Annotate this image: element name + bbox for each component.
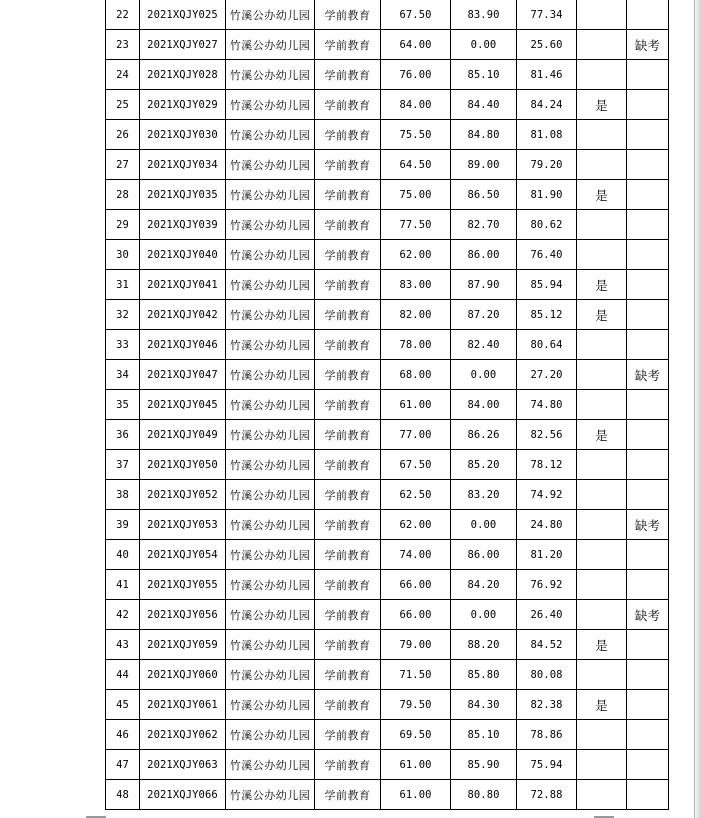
cell-written-score: 68.00 [381, 360, 451, 390]
cell-exam-id: 2021XQJY053 [140, 510, 226, 540]
cell-no: 35 [106, 390, 140, 420]
cell-total-score: 72.88 [517, 780, 577, 810]
cell-exam-id: 2021XQJY035 [140, 180, 226, 210]
cell-subject: 学前教育 [315, 570, 381, 600]
cell-interview-score: 85.90 [451, 750, 517, 780]
cell-written-score: 83.00 [381, 270, 451, 300]
cell-selected [577, 330, 627, 360]
cell-subject: 学前教育 [315, 300, 381, 330]
cell-total-score: 80.62 [517, 210, 577, 240]
table-row [106, 330, 669, 360]
cell-selected: 是 [577, 690, 627, 720]
cell-exam-id: 2021XQJY039 [140, 210, 226, 240]
cell-school: 竹溪公办幼儿园 [226, 510, 315, 540]
table-row [106, 210, 669, 240]
cell-selected [577, 390, 627, 420]
cell-exam-id: 2021XQJY052 [140, 480, 226, 510]
cell-interview-score: 87.20 [451, 300, 517, 330]
cell-exam-id: 2021XQJY060 [140, 660, 226, 690]
cell-no: 44 [106, 660, 140, 690]
cell-remark: 缺考 [627, 510, 669, 540]
cell-school: 竹溪公办幼儿园 [226, 630, 315, 660]
cell-subject: 学前教育 [315, 630, 381, 660]
cell-selected [577, 360, 627, 390]
cell-selected [577, 570, 627, 600]
cell-written-score: 79.50 [381, 690, 451, 720]
cell-interview-score: 85.20 [451, 450, 517, 480]
cell-no: 24 [106, 60, 140, 90]
cell-remark [627, 240, 669, 270]
table-row [106, 300, 669, 330]
cell-remark [627, 690, 669, 720]
cell-school: 竹溪公办幼儿园 [226, 480, 315, 510]
cell-no: 43 [106, 630, 140, 660]
cell-selected [577, 240, 627, 270]
cell-remark [627, 210, 669, 240]
cell-selected [577, 150, 627, 180]
cell-selected: 是 [577, 270, 627, 300]
cell-exam-id: 2021XQJY066 [140, 780, 226, 810]
cell-subject: 学前教育 [315, 210, 381, 240]
cell-interview-score: 86.26 [451, 420, 517, 450]
table-row [106, 510, 669, 540]
cell-remark [627, 270, 669, 300]
cell-subject: 学前教育 [315, 120, 381, 150]
cell-subject: 学前教育 [315, 540, 381, 570]
cell-school: 竹溪公办幼儿园 [226, 30, 315, 60]
cell-total-score: 85.94 [517, 270, 577, 300]
cell-interview-score: 86.00 [451, 540, 517, 570]
cell-written-score: 79.00 [381, 630, 451, 660]
table-row [106, 30, 669, 60]
table-row [106, 240, 669, 270]
cell-school: 竹溪公办幼儿园 [226, 780, 315, 810]
cell-no: 30 [106, 240, 140, 270]
cell-subject: 学前教育 [315, 0, 381, 30]
cell-interview-score: 0.00 [451, 30, 517, 60]
cell-interview-score: 84.20 [451, 570, 517, 600]
cell-remark [627, 60, 669, 90]
cell-exam-id: 2021XQJY054 [140, 540, 226, 570]
cell-selected [577, 660, 627, 690]
cell-school: 竹溪公办幼儿园 [226, 390, 315, 420]
cell-total-score: 79.20 [517, 150, 577, 180]
cell-written-score: 78.00 [381, 330, 451, 360]
cell-school: 竹溪公办幼儿园 [226, 660, 315, 690]
cell-written-score: 84.00 [381, 90, 451, 120]
cell-total-score: 78.86 [517, 720, 577, 750]
cell-school: 竹溪公办幼儿园 [226, 450, 315, 480]
cell-interview-score: 82.70 [451, 210, 517, 240]
cell-school: 竹溪公办幼儿园 [226, 210, 315, 240]
cell-exam-id: 2021XQJY050 [140, 450, 226, 480]
cell-remark [627, 570, 669, 600]
cell-remark [627, 330, 669, 360]
cell-selected [577, 540, 627, 570]
cell-interview-score: 80.80 [451, 780, 517, 810]
cell-no: 25 [106, 90, 140, 120]
table-row [106, 0, 669, 30]
cell-no: 36 [106, 420, 140, 450]
cell-exam-id: 2021XQJY045 [140, 390, 226, 420]
cell-school: 竹溪公办幼儿园 [226, 690, 315, 720]
cell-total-score: 81.08 [517, 120, 577, 150]
cell-subject: 学前教育 [315, 150, 381, 180]
cell-interview-score: 85.10 [451, 60, 517, 90]
cell-no: 22 [106, 0, 140, 30]
cell-school: 竹溪公办幼儿园 [226, 180, 315, 210]
cell-remark [627, 450, 669, 480]
cell-interview-score: 0.00 [451, 600, 517, 630]
cell-exam-id: 2021XQJY042 [140, 300, 226, 330]
cell-written-score: 67.50 [381, 0, 451, 30]
cell-no: 38 [106, 480, 140, 510]
cell-written-score: 67.50 [381, 450, 451, 480]
cell-written-score: 75.00 [381, 180, 451, 210]
cell-exam-id: 2021XQJY049 [140, 420, 226, 450]
cell-selected: 是 [577, 90, 627, 120]
cell-total-score: 80.64 [517, 330, 577, 360]
table-row [106, 60, 669, 90]
table-row [106, 750, 669, 780]
cell-written-score: 62.00 [381, 510, 451, 540]
cell-interview-score: 84.30 [451, 690, 517, 720]
cell-no: 28 [106, 180, 140, 210]
cell-selected [577, 120, 627, 150]
table-row [106, 630, 669, 660]
cell-selected: 是 [577, 300, 627, 330]
table-row [106, 570, 669, 600]
cell-school: 竹溪公办幼儿园 [226, 0, 315, 30]
cell-school: 竹溪公办幼儿园 [226, 540, 315, 570]
table-row [106, 150, 669, 180]
cell-selected [577, 30, 627, 60]
cell-remark [627, 120, 669, 150]
cell-remark: 缺考 [627, 360, 669, 390]
cell-no: 42 [106, 600, 140, 630]
cell-total-score: 76.40 [517, 240, 577, 270]
cell-total-score: 76.92 [517, 570, 577, 600]
cell-exam-id: 2021XQJY029 [140, 90, 226, 120]
cell-exam-id: 2021XQJY025 [140, 0, 226, 30]
cell-subject: 学前教育 [315, 720, 381, 750]
cell-written-score: 76.00 [381, 60, 451, 90]
cell-school: 竹溪公办幼儿园 [226, 600, 315, 630]
cell-written-score: 64.50 [381, 150, 451, 180]
cell-selected [577, 600, 627, 630]
cell-exam-id: 2021XQJY059 [140, 630, 226, 660]
cell-selected [577, 750, 627, 780]
cell-no: 37 [106, 450, 140, 480]
cell-exam-id: 2021XQJY040 [140, 240, 226, 270]
cell-selected: 是 [577, 630, 627, 660]
table-row [106, 690, 669, 720]
cell-interview-score: 84.40 [451, 90, 517, 120]
cell-interview-score: 88.20 [451, 630, 517, 660]
cell-total-score: 81.20 [517, 540, 577, 570]
cell-written-score: 77.50 [381, 210, 451, 240]
cell-no: 48 [106, 780, 140, 810]
table-row [106, 450, 669, 480]
cell-written-score: 61.00 [381, 750, 451, 780]
cell-school: 竹溪公办幼儿园 [226, 60, 315, 90]
cell-school: 竹溪公办幼儿园 [226, 750, 315, 780]
cell-exam-id: 2021XQJY041 [140, 270, 226, 300]
cell-no: 39 [106, 510, 140, 540]
cell-total-score: 25.60 [517, 30, 577, 60]
cell-school: 竹溪公办幼儿园 [226, 270, 315, 300]
table-row [106, 120, 669, 150]
cell-written-score: 69.50 [381, 720, 451, 750]
cell-total-score: 85.12 [517, 300, 577, 330]
table-row [106, 480, 669, 510]
cell-no: 46 [106, 720, 140, 750]
cell-no: 47 [106, 750, 140, 780]
cell-interview-score: 83.20 [451, 480, 517, 510]
cell-exam-id: 2021XQJY055 [140, 570, 226, 600]
cell-total-score: 27.20 [517, 360, 577, 390]
cell-subject: 学前教育 [315, 270, 381, 300]
cell-no: 45 [106, 690, 140, 720]
cell-exam-id: 2021XQJY056 [140, 600, 226, 630]
cell-total-score: 77.34 [517, 0, 577, 30]
cell-total-score: 24.80 [517, 510, 577, 540]
cell-interview-score: 82.40 [451, 330, 517, 360]
cell-subject: 学前教育 [315, 750, 381, 780]
cell-interview-score: 84.80 [451, 120, 517, 150]
cell-total-score: 81.46 [517, 60, 577, 90]
cell-subject: 学前教育 [315, 780, 381, 810]
cell-no: 29 [106, 210, 140, 240]
cell-remark: 缺考 [627, 600, 669, 630]
cell-written-score: 77.00 [381, 420, 451, 450]
cell-selected [577, 210, 627, 240]
cell-total-score: 75.94 [517, 750, 577, 780]
cell-no: 23 [106, 30, 140, 60]
cell-interview-score: 86.00 [451, 240, 517, 270]
cell-exam-id: 2021XQJY034 [140, 150, 226, 180]
cell-written-score: 71.50 [381, 660, 451, 690]
cell-school: 竹溪公办幼儿园 [226, 120, 315, 150]
cell-written-score: 62.00 [381, 240, 451, 270]
cell-total-score: 26.40 [517, 600, 577, 630]
cell-remark [627, 150, 669, 180]
cell-exam-id: 2021XQJY027 [140, 30, 226, 60]
cell-interview-score: 87.90 [451, 270, 517, 300]
cell-exam-id: 2021XQJY063 [140, 750, 226, 780]
cell-total-score: 74.92 [517, 480, 577, 510]
cell-remark [627, 0, 669, 30]
cell-no: 33 [106, 330, 140, 360]
cell-subject: 学前教育 [315, 480, 381, 510]
page-edge [694, 0, 702, 818]
cell-subject: 学前教育 [315, 420, 381, 450]
cell-selected: 是 [577, 180, 627, 210]
table-row [106, 90, 669, 120]
cell-written-score: 62.50 [381, 480, 451, 510]
cell-selected [577, 60, 627, 90]
cell-school: 竹溪公办幼儿园 [226, 330, 315, 360]
cell-remark [627, 660, 669, 690]
cell-total-score: 80.08 [517, 660, 577, 690]
cell-subject: 学前教育 [315, 450, 381, 480]
cell-total-score: 84.52 [517, 630, 577, 660]
cell-total-score: 78.12 [517, 450, 577, 480]
cell-interview-score: 83.90 [451, 0, 517, 30]
cell-school: 竹溪公办幼儿园 [226, 150, 315, 180]
cell-written-score: 61.00 [381, 780, 451, 810]
cell-total-score: 74.80 [517, 390, 577, 420]
cell-total-score: 81.90 [517, 180, 577, 210]
cell-subject: 学前教育 [315, 660, 381, 690]
cell-school: 竹溪公办幼儿园 [226, 240, 315, 270]
cell-exam-id: 2021XQJY061 [140, 690, 226, 720]
table-row [106, 540, 669, 570]
cell-written-score: 61.00 [381, 390, 451, 420]
cell-exam-id: 2021XQJY030 [140, 120, 226, 150]
table-row [106, 390, 669, 420]
table-row [106, 360, 669, 390]
cell-interview-score: 85.80 [451, 660, 517, 690]
cell-selected [577, 510, 627, 540]
cell-written-score: 75.50 [381, 120, 451, 150]
cell-interview-score: 84.00 [451, 390, 517, 420]
cell-written-score: 66.00 [381, 570, 451, 600]
cell-subject: 学前教育 [315, 240, 381, 270]
cell-subject: 学前教育 [315, 600, 381, 630]
cell-remark [627, 480, 669, 510]
cell-school: 竹溪公办幼儿园 [226, 90, 315, 120]
cell-total-score: 82.38 [517, 690, 577, 720]
cell-written-score: 74.00 [381, 540, 451, 570]
cell-school: 竹溪公办幼儿园 [226, 570, 315, 600]
cell-selected [577, 720, 627, 750]
table-body [106, 0, 669, 810]
cell-written-score: 66.00 [381, 600, 451, 630]
cell-no: 40 [106, 540, 140, 570]
cell-no: 26 [106, 120, 140, 150]
cell-exam-id: 2021XQJY062 [140, 720, 226, 750]
cell-exam-id: 2021XQJY046 [140, 330, 226, 360]
cell-subject: 学前教育 [315, 360, 381, 390]
table-row [106, 270, 669, 300]
cell-no: 32 [106, 300, 140, 330]
cell-remark [627, 540, 669, 570]
table-row [106, 180, 669, 210]
cell-school: 竹溪公办幼儿园 [226, 360, 315, 390]
cell-total-score: 84.24 [517, 90, 577, 120]
table-row [106, 600, 669, 630]
cell-interview-score: 0.00 [451, 510, 517, 540]
cell-selected [577, 450, 627, 480]
table-row [106, 780, 669, 810]
cell-subject: 学前教育 [315, 390, 381, 420]
cell-no: 27 [106, 150, 140, 180]
cell-selected [577, 0, 627, 30]
cell-selected: 是 [577, 420, 627, 450]
cell-remark [627, 90, 669, 120]
cell-school: 竹溪公办幼儿园 [226, 420, 315, 450]
cell-no: 31 [106, 270, 140, 300]
cell-remark [627, 390, 669, 420]
cell-subject: 学前教育 [315, 330, 381, 360]
score-table [105, 0, 669, 810]
cell-selected [577, 480, 627, 510]
cell-remark [627, 720, 669, 750]
cell-no: 34 [106, 360, 140, 390]
cell-remark [627, 300, 669, 330]
cell-no: 41 [106, 570, 140, 600]
cell-school: 竹溪公办幼儿园 [226, 300, 315, 330]
table-row [106, 720, 669, 750]
cell-selected [577, 780, 627, 810]
cell-subject: 学前教育 [315, 60, 381, 90]
table-row [106, 660, 669, 690]
cell-exam-id: 2021XQJY028 [140, 60, 226, 90]
cell-written-score: 64.00 [381, 30, 451, 60]
table-row [106, 420, 669, 450]
cell-subject: 学前教育 [315, 690, 381, 720]
cell-written-score: 82.00 [381, 300, 451, 330]
cell-subject: 学前教育 [315, 90, 381, 120]
cell-subject: 学前教育 [315, 510, 381, 540]
cell-subject: 学前教育 [315, 30, 381, 60]
cell-remark [627, 780, 669, 810]
cell-interview-score: 86.50 [451, 180, 517, 210]
cell-interview-score: 85.10 [451, 720, 517, 750]
cell-interview-score: 89.00 [451, 150, 517, 180]
cell-remark: 缺考 [627, 30, 669, 60]
cell-exam-id: 2021XQJY047 [140, 360, 226, 390]
cell-remark [627, 180, 669, 210]
cell-school: 竹溪公办幼儿园 [226, 720, 315, 750]
cell-total-score: 82.56 [517, 420, 577, 450]
cell-interview-score: 0.00 [451, 360, 517, 390]
cell-subject: 学前教育 [315, 180, 381, 210]
cell-remark [627, 420, 669, 450]
cell-remark [627, 750, 669, 780]
cell-remark [627, 630, 669, 660]
